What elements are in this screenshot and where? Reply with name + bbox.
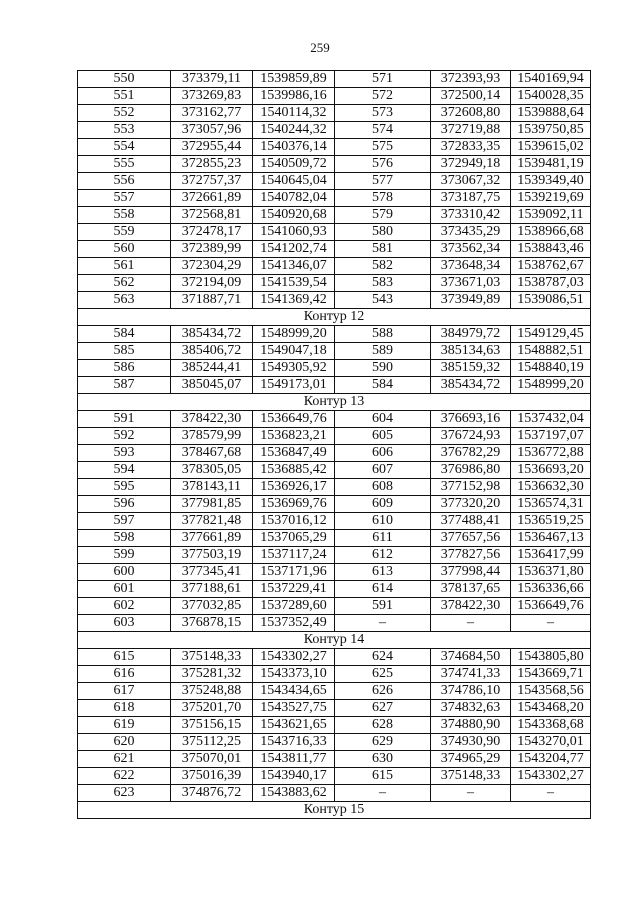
point-number-cell: 606 [335,445,431,462]
point-number-cell: 591 [335,598,431,615]
y-coordinate-cell: 1543883,62 [253,785,335,802]
point-number-cell: 629 [335,734,431,751]
y-coordinate-cell: 1536574,31 [511,496,591,513]
y-coordinate-cell: 1541346,07 [253,258,335,275]
point-number-cell: 581 [335,241,431,258]
y-coordinate-cell: 1541202,74 [253,241,335,258]
point-number-cell: 598 [78,530,171,547]
x-coordinate-cell: 372949,18 [431,156,511,173]
point-number-cell: 611 [335,530,431,547]
y-coordinate-cell: 1537065,29 [253,530,335,547]
table-row [78,224,591,241]
y-coordinate-cell: 1537117,24 [253,547,335,564]
x-coordinate-cell: 372393,93 [431,71,511,88]
point-number-cell: 592 [78,428,171,445]
y-coordinate-cell: 1549047,18 [253,343,335,360]
point-number-cell: 623 [78,785,171,802]
contour-header-row [78,802,591,819]
x-coordinate-cell: 374832,63 [431,700,511,717]
y-coordinate-cell: 1536693,20 [511,462,591,479]
point-number-cell: 576 [335,156,431,173]
x-coordinate-cell: 372833,35 [431,139,511,156]
y-coordinate-cell: 1543805,80 [511,649,591,666]
point-number-cell: 585 [78,343,171,360]
x-coordinate-cell: 377657,56 [431,530,511,547]
x-coordinate-cell: 373162,77 [171,105,253,122]
x-coordinate-cell: 376693,16 [431,411,511,428]
x-coordinate-cell: 372478,17 [171,224,253,241]
point-number-cell: 551 [78,88,171,105]
x-coordinate-cell: 378579,99 [171,428,253,445]
x-coordinate-cell: 372855,23 [171,156,253,173]
y-coordinate-cell: 1543468,20 [511,700,591,717]
table-row [78,105,591,122]
x-coordinate-cell: 371887,71 [171,292,253,309]
x-coordinate-cell: 377345,41 [171,564,253,581]
point-number-cell: 597 [78,513,171,530]
table-row [78,700,591,717]
point-number-cell: 575 [335,139,431,156]
y-coordinate-cell: 1540782,04 [253,190,335,207]
point-number-cell: 588 [335,326,431,343]
table-row [78,207,591,224]
point-number-cell: 577 [335,173,431,190]
x-coordinate-cell: 373067,32 [431,173,511,190]
point-number-cell: – [335,785,431,802]
y-coordinate-cell: 1539750,85 [511,122,591,139]
point-number-cell: 574 [335,122,431,139]
table-row [78,649,591,666]
point-number-cell: 628 [335,717,431,734]
x-coordinate-cell: 375112,25 [171,734,253,751]
contour-title: Контур 13 [78,394,591,411]
x-coordinate-cell: 378137,65 [431,581,511,598]
table-row [78,751,591,768]
table-row [78,785,591,802]
x-coordinate-cell: 385045,07 [171,377,253,394]
point-number-cell: 579 [335,207,431,224]
table-row [78,139,591,156]
y-coordinate-cell: 1548999,20 [253,326,335,343]
x-coordinate-cell: 374930,90 [431,734,511,751]
y-coordinate-cell: 1536885,42 [253,462,335,479]
x-coordinate-cell: 374876,72 [171,785,253,802]
y-coordinate-cell: 1539219,69 [511,190,591,207]
table-row [78,768,591,785]
table-row [78,326,591,343]
y-coordinate-cell: 1536519,25 [511,513,591,530]
x-coordinate-cell: 377503,19 [171,547,253,564]
x-coordinate-cell: 377488,41 [431,513,511,530]
y-coordinate-cell: 1540376,14 [253,139,335,156]
y-coordinate-cell: 1537016,12 [253,513,335,530]
y-coordinate-cell: 1536926,17 [253,479,335,496]
point-number-cell: 621 [78,751,171,768]
table-row [78,445,591,462]
table-row [78,190,591,207]
point-number-cell: 620 [78,734,171,751]
y-coordinate-cell: 1543811,77 [253,751,335,768]
x-coordinate-cell: 384979,72 [431,326,511,343]
point-number-cell: 600 [78,564,171,581]
contour-title: Контур 12 [78,309,591,326]
y-coordinate-cell: 1543527,75 [253,700,335,717]
point-number-cell: 563 [78,292,171,309]
x-coordinate-cell: 375070,01 [171,751,253,768]
y-coordinate-cell: 1537352,49 [253,615,335,632]
table-row [78,479,591,496]
point-number-cell: 593 [78,445,171,462]
x-coordinate-cell: 372757,37 [171,173,253,190]
x-coordinate-cell: 373310,42 [431,207,511,224]
x-coordinate-cell: 375201,70 [171,700,253,717]
x-coordinate-cell: 385434,72 [431,377,511,394]
y-coordinate-cell: 1536417,99 [511,547,591,564]
table-row [78,462,591,479]
table-row [78,598,591,615]
point-number-cell: 622 [78,768,171,785]
y-coordinate-cell: 1543302,27 [511,768,591,785]
point-number-cell: 553 [78,122,171,139]
point-number-cell: 607 [335,462,431,479]
x-coordinate-cell: 374880,90 [431,717,511,734]
y-coordinate-cell: 1537289,60 [253,598,335,615]
table-row [78,615,591,632]
page-number: 259 [310,40,330,55]
y-coordinate-cell: – [511,785,591,802]
x-coordinate-cell: 372389,99 [171,241,253,258]
x-coordinate-cell: 377821,48 [171,513,253,530]
x-coordinate-cell: 377152,98 [431,479,511,496]
point-number-cell: 626 [335,683,431,700]
x-coordinate-cell: 373269,83 [171,88,253,105]
y-coordinate-cell: 1537229,41 [253,581,335,598]
y-coordinate-cell: 1548999,20 [511,377,591,394]
y-coordinate-cell: 1549129,45 [511,326,591,343]
y-coordinate-cell: 1539481,19 [511,156,591,173]
x-coordinate-cell: 374965,29 [431,751,511,768]
x-coordinate-cell: – [431,785,511,802]
y-coordinate-cell: 1540028,35 [511,88,591,105]
point-number-cell: 630 [335,751,431,768]
x-coordinate-cell: 374684,50 [431,649,511,666]
point-number-cell: 583 [335,275,431,292]
table-row [78,513,591,530]
table-row [78,258,591,275]
x-coordinate-cell: 372500,14 [431,88,511,105]
x-coordinate-cell: 376986,80 [431,462,511,479]
x-coordinate-cell: 373949,89 [431,292,511,309]
point-number-cell: 604 [335,411,431,428]
point-number-cell: 589 [335,343,431,360]
x-coordinate-cell: 378305,05 [171,462,253,479]
y-coordinate-cell: 1540920,68 [253,207,335,224]
x-coordinate-cell: 377981,85 [171,496,253,513]
table-row [78,530,591,547]
y-coordinate-cell: 1548840,19 [511,360,591,377]
x-coordinate-cell: 373671,03 [431,275,511,292]
x-coordinate-cell: 385134,63 [431,343,511,360]
point-number-cell: – [335,615,431,632]
point-number-cell: 587 [78,377,171,394]
point-number-cell: 571 [335,71,431,88]
contour-header-row [78,309,591,326]
point-number-cell: 602 [78,598,171,615]
x-coordinate-cell: 372661,89 [171,190,253,207]
point-number-cell: 605 [335,428,431,445]
y-coordinate-cell: 1536371,80 [511,564,591,581]
point-number-cell: 618 [78,700,171,717]
y-coordinate-cell: 1538787,03 [511,275,591,292]
y-coordinate-cell: 1543373,10 [253,666,335,683]
y-coordinate-cell: 1538762,67 [511,258,591,275]
point-number-cell: 619 [78,717,171,734]
point-number-cell: 613 [335,564,431,581]
point-number-cell: 560 [78,241,171,258]
contour-title: Контур 15 [78,802,591,819]
y-coordinate-cell: 1536772,88 [511,445,591,462]
y-coordinate-cell: 1549305,92 [253,360,335,377]
x-coordinate-cell: 372568,81 [171,207,253,224]
y-coordinate-cell: 1536823,21 [253,428,335,445]
x-coordinate-cell: 372719,88 [431,122,511,139]
y-coordinate-cell: 1539615,02 [511,139,591,156]
y-coordinate-cell: 1543716,33 [253,734,335,751]
table-row [78,241,591,258]
table-row [78,173,591,190]
table-row [78,496,591,513]
x-coordinate-cell: 378143,11 [171,479,253,496]
x-coordinate-cell: 377320,20 [431,496,511,513]
x-coordinate-cell: 375148,33 [171,649,253,666]
y-coordinate-cell: 1541060,93 [253,224,335,241]
x-coordinate-cell: 373379,11 [171,71,253,88]
y-coordinate-cell: 1539349,40 [511,173,591,190]
x-coordinate-cell: 372194,09 [171,275,253,292]
x-coordinate-cell: 376724,93 [431,428,511,445]
x-coordinate-cell: 377032,85 [171,598,253,615]
table-row [78,564,591,581]
point-number-cell: 610 [335,513,431,530]
table-row [78,734,591,751]
point-number-cell: 557 [78,190,171,207]
x-coordinate-cell: 377827,56 [431,547,511,564]
point-number-cell: 627 [335,700,431,717]
point-number-cell: 561 [78,258,171,275]
x-coordinate-cell: 372608,80 [431,105,511,122]
x-coordinate-cell: 377661,89 [171,530,253,547]
point-number-cell: 582 [335,258,431,275]
table-row [78,377,591,394]
y-coordinate-cell: – [511,615,591,632]
x-coordinate-cell: 373562,34 [431,241,511,258]
x-coordinate-cell: 376782,29 [431,445,511,462]
y-coordinate-cell: 1549173,01 [253,377,335,394]
point-number-cell: 595 [78,479,171,496]
x-coordinate-cell: 374741,33 [431,666,511,683]
y-coordinate-cell: 1537171,96 [253,564,335,581]
y-coordinate-cell: 1536649,76 [511,598,591,615]
point-number-cell: 573 [335,105,431,122]
point-number-cell: 558 [78,207,171,224]
x-coordinate-cell: – [431,615,511,632]
x-coordinate-cell: 372304,29 [171,258,253,275]
y-coordinate-cell: 1538843,46 [511,241,591,258]
contour-header-row [78,632,591,649]
x-coordinate-cell: 378422,30 [171,411,253,428]
contour-title: Контур 14 [78,632,591,649]
point-number-cell: 617 [78,683,171,700]
y-coordinate-cell: 1540244,32 [253,122,335,139]
table-row [78,411,591,428]
point-number-cell: 590 [335,360,431,377]
x-coordinate-cell: 373435,29 [431,224,511,241]
y-coordinate-cell: 1543270,01 [511,734,591,751]
table-row [78,360,591,377]
y-coordinate-cell: 1540509,72 [253,156,335,173]
y-coordinate-cell: 1543434,65 [253,683,335,700]
table-row [78,547,591,564]
x-coordinate-cell: 375148,33 [431,768,511,785]
x-coordinate-cell: 385406,72 [171,343,253,360]
y-coordinate-cell: 1536649,76 [253,411,335,428]
x-coordinate-cell: 377998,44 [431,564,511,581]
y-coordinate-cell: 1539986,16 [253,88,335,105]
coordinates-table [77,70,591,819]
contour-header-row [78,394,591,411]
x-coordinate-cell: 378467,68 [171,445,253,462]
table-row [78,275,591,292]
point-number-cell: 552 [78,105,171,122]
point-number-cell: 615 [335,768,431,785]
point-number-cell: 578 [335,190,431,207]
y-coordinate-cell: 1543302,27 [253,649,335,666]
point-number-cell: 559 [78,224,171,241]
point-number-cell: 586 [78,360,171,377]
y-coordinate-cell: 1543940,17 [253,768,335,785]
x-coordinate-cell: 375156,15 [171,717,253,734]
point-number-cell: 550 [78,71,171,88]
x-coordinate-cell: 375016,39 [171,768,253,785]
y-coordinate-cell: 1543568,56 [511,683,591,700]
y-coordinate-cell: 1538966,68 [511,224,591,241]
point-number-cell: 599 [78,547,171,564]
x-coordinate-cell: 375281,32 [171,666,253,683]
table-row [78,292,591,309]
y-coordinate-cell: 1536969,76 [253,496,335,513]
y-coordinate-cell: 1543368,68 [511,717,591,734]
table-row [78,122,591,139]
point-number-cell: 591 [78,411,171,428]
x-coordinate-cell: 376878,15 [171,615,253,632]
point-number-cell: 615 [78,649,171,666]
y-coordinate-cell: 1536336,66 [511,581,591,598]
x-coordinate-cell: 373057,96 [171,122,253,139]
y-coordinate-cell: 1540169,94 [511,71,591,88]
table-row [78,428,591,445]
point-number-cell: 556 [78,173,171,190]
table-row [78,581,591,598]
point-number-cell: 584 [78,326,171,343]
point-number-cell: 596 [78,496,171,513]
table-row [78,71,591,88]
point-number-cell: 554 [78,139,171,156]
y-coordinate-cell: 1536467,13 [511,530,591,547]
y-coordinate-cell: 1539092,11 [511,207,591,224]
point-number-cell: 625 [335,666,431,683]
y-coordinate-cell: 1539859,89 [253,71,335,88]
y-coordinate-cell: 1543669,71 [511,666,591,683]
table-row [78,88,591,105]
x-coordinate-cell: 374786,10 [431,683,511,700]
y-coordinate-cell: 1541369,42 [253,292,335,309]
coordinates-table-body [78,71,591,819]
point-number-cell: 608 [335,479,431,496]
y-coordinate-cell: 1540645,04 [253,173,335,190]
point-number-cell: 609 [335,496,431,513]
y-coordinate-cell: 1548882,51 [511,343,591,360]
y-coordinate-cell: 1543621,65 [253,717,335,734]
x-coordinate-cell: 385159,32 [431,360,511,377]
point-number-cell: 624 [335,649,431,666]
point-number-cell: 572 [335,88,431,105]
x-coordinate-cell: 378422,30 [431,598,511,615]
point-number-cell: 612 [335,547,431,564]
y-coordinate-cell: 1539888,64 [511,105,591,122]
point-number-cell: 601 [78,581,171,598]
y-coordinate-cell: 1539086,51 [511,292,591,309]
point-number-cell: 580 [335,224,431,241]
point-number-cell: 603 [78,615,171,632]
y-coordinate-cell: 1540114,32 [253,105,335,122]
y-coordinate-cell: 1536632,30 [511,479,591,496]
table-row [78,666,591,683]
x-coordinate-cell: 377188,61 [171,581,253,598]
x-coordinate-cell: 373648,34 [431,258,511,275]
y-coordinate-cell: 1541539,54 [253,275,335,292]
point-number-cell: 616 [78,666,171,683]
y-coordinate-cell: 1536847,49 [253,445,335,462]
y-coordinate-cell: 1543204,77 [511,751,591,768]
table-row [78,156,591,173]
table-row [78,683,591,700]
point-number-cell: 562 [78,275,171,292]
point-number-cell: 614 [335,581,431,598]
table-row [78,343,591,360]
x-coordinate-cell: 375248,88 [171,683,253,700]
x-coordinate-cell: 385244,41 [171,360,253,377]
point-number-cell: 594 [78,462,171,479]
x-coordinate-cell: 385434,72 [171,326,253,343]
y-coordinate-cell: 1537432,04 [511,411,591,428]
table-row [78,717,591,734]
point-number-cell: 584 [335,377,431,394]
x-coordinate-cell: 372955,44 [171,139,253,156]
y-coordinate-cell: 1537197,07 [511,428,591,445]
x-coordinate-cell: 373187,75 [431,190,511,207]
point-number-cell: 555 [78,156,171,173]
point-number-cell: 543 [335,292,431,309]
